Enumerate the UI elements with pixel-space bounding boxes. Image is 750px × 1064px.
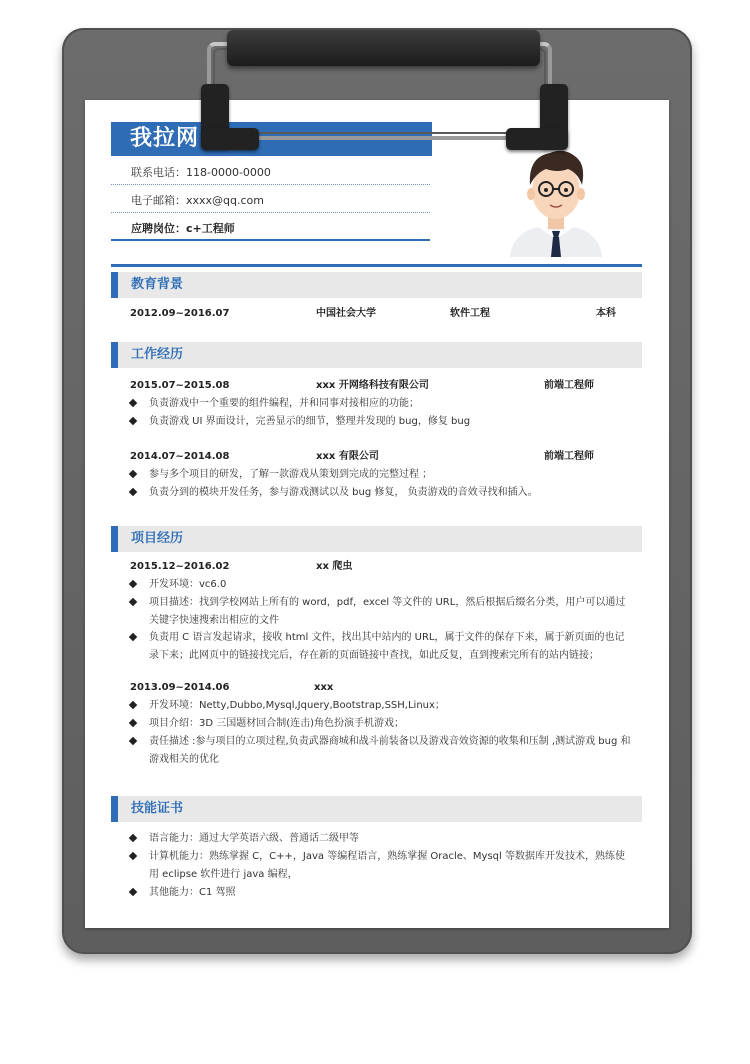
- position-value: c+工程师: [186, 222, 235, 235]
- bullet-diamond-icon: [129, 701, 137, 709]
- section-work: [111, 342, 642, 368]
- bullet-diamond-icon: [129, 852, 137, 860]
- divider: [111, 212, 430, 213]
- email-value: xxxx@qq.com: [186, 194, 264, 207]
- bullet-diamond-icon: [129, 719, 137, 727]
- list-item: 项目介绍：3D 三国题材回合制(连击)角色扮演手机游戏；: [130, 715, 634, 733]
- list-item: 项目描述：找到学校网站上所有的 word，pdf，excel 等文件的 URL，然后根据后缀名分类，用户可以通过关键字快速搜索出相应的文件: [130, 594, 634, 630]
- email-line: [131, 194, 264, 208]
- bullet-diamond-icon: [129, 888, 137, 896]
- clip-grip-left-foot: [201, 128, 259, 150]
- bullet-diamond-icon: [129, 737, 137, 745]
- bullet-diamond-icon: [129, 580, 137, 588]
- project-period: 2013.09~2014.06: [130, 682, 230, 693]
- edu-school: 中国社会大学: [316, 308, 376, 319]
- list-item: 负责游戏中一个重要的组件编程，并和同事对接相应的功能；: [130, 395, 634, 413]
- section-projects: [111, 526, 642, 552]
- resume-name: 我拉网: [130, 126, 200, 151]
- position-label: 应聘岗位：: [131, 222, 186, 235]
- bullet-diamond-icon: [129, 633, 137, 641]
- bullet-diamond-icon: [129, 470, 137, 478]
- list-item: 参与多个项目的研发，了解一款游戏从策划到完成的完整过程 ；: [130, 466, 634, 484]
- edu-period: 2012.09~2016.07: [130, 308, 230, 319]
- section-education: [111, 272, 642, 298]
- project-name: xxx: [314, 682, 334, 693]
- job-role: 前端工程师: [544, 380, 594, 391]
- section-title: 项目经历: [131, 531, 184, 546]
- bullet-diamond-icon: [129, 598, 137, 606]
- header-rule: [111, 264, 642, 267]
- section-title: 教育背景: [131, 277, 184, 292]
- job-company: xxx 有限公司: [316, 451, 379, 462]
- list-item: 负责用 C 语言发起请求，接收 html 文件，找出其中站内的 URL，属于文件的保存下来，属于新页面的也记录下来；此网页中的链接找完后，存在新的页面链接中查找，如此反复，直到搜索完所有的站内链接；: [130, 629, 634, 665]
- section-skills: [111, 796, 642, 822]
- avatar: [508, 139, 604, 257]
- bullet-diamond-icon: [129, 417, 137, 425]
- project-period: 2015.12~2016.02: [130, 561, 230, 572]
- list-item: 负责游戏 UI 界面设计，完善显示的细节，整理并发现的 bug，修复 bug: [130, 413, 634, 431]
- bullet-diamond-icon: [129, 834, 137, 842]
- bullet-diamond-icon: [129, 488, 137, 496]
- section-title: 工作经历: [131, 347, 184, 362]
- email-label: 电子邮箱：: [131, 194, 186, 207]
- position-line: [131, 222, 235, 236]
- phone-label: 联系电话：: [131, 166, 186, 179]
- phone-line: [131, 166, 271, 180]
- clip-grip-right-foot: [506, 128, 568, 150]
- list-item: 开发环境：vc6.0: [130, 576, 634, 594]
- project-name: xx 爬虫: [316, 561, 353, 572]
- edu-degree: 本科: [596, 308, 616, 319]
- bullet-diamond-icon: [129, 399, 137, 407]
- phone-value: 118-0000-0000: [186, 166, 271, 179]
- list-item: 开发环境：Netty,Dubbo,Mysql,Jquery,Bootstrap,SSH,Linux；: [130, 697, 634, 715]
- job-period: 2015.07~2015.08: [130, 380, 230, 391]
- job-period: 2014.07~2014.08: [130, 451, 230, 462]
- list-item: 计算机能力：熟练掌握 C，C++，Java 等编程语言，熟练掌握 Oracle、Mysql 等数据库开发技术，熟练使用 eclipse 软件进行 java 编程，: [130, 848, 634, 884]
- divider: [111, 239, 430, 241]
- list-item: 负责分到的模块开发任务，参与游戏测试以及 bug 修复， 负责游戏的音效寻找和插入。: [130, 484, 634, 502]
- clip-bar: [227, 30, 540, 66]
- list-item: 语言能力：通过大学英语六级、普通话二级甲等: [130, 830, 634, 848]
- list-item: 其他能力：C1 驾照: [130, 884, 634, 902]
- job-role: 前端工程师: [544, 451, 594, 462]
- job-company: xxx 开网络科技有限公司: [316, 380, 429, 391]
- edu-major: 软件工程: [450, 308, 490, 319]
- list-item: 责任描述 :参与项目的立项过程,负责武器商城和战斗前装备以及游戏音效资源的收集和压制 ,测试游戏 bug 和游戏相关的优化: [130, 733, 634, 769]
- divider: [111, 184, 430, 185]
- section-title: 技能证书: [131, 801, 184, 816]
